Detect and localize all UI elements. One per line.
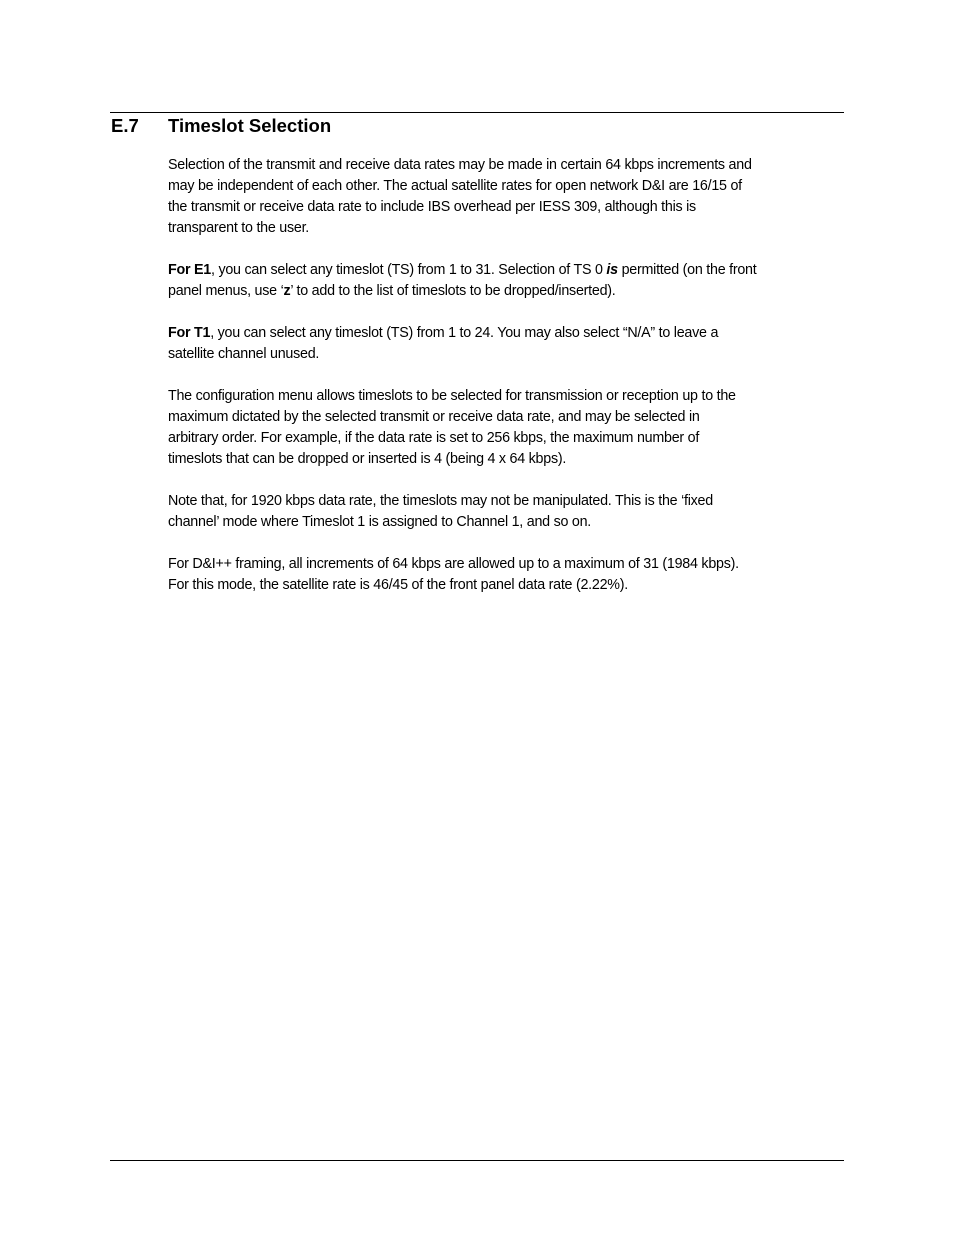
text-line: arbitrary order. For example, if the data rate is set to 256 kbps, the maximum number of bbox=[168, 430, 700, 446]
text-line bbox=[168, 281, 848, 302]
text: permitted (on the front bbox=[617, 262, 757, 278]
paragraph-di-plus-plus bbox=[168, 554, 848, 596]
header-rule bbox=[110, 112, 844, 113]
text-line bbox=[168, 323, 848, 344]
text-line: transparent to the user. bbox=[168, 220, 310, 236]
text-line bbox=[168, 260, 848, 281]
paragraph-fixed-channel bbox=[168, 491, 848, 533]
section-body bbox=[168, 155, 848, 617]
paragraph-configuration bbox=[168, 386, 848, 470]
section-number: E.7 bbox=[111, 115, 139, 136]
footer-rule bbox=[110, 1160, 844, 1161]
text-line: the transmit or receive data rate to include IBS overhead per IESS 309, although this is bbox=[168, 199, 696, 215]
t1-label: For T1 bbox=[168, 325, 211, 341]
text-line: channel’ mode where Timeslot 1 is assigned to Channel 1, and so on. bbox=[168, 514, 592, 530]
text-line: For this mode, the satellite rate is 46/45 of the front panel data rate (2.22%). bbox=[168, 577, 629, 593]
paragraph-data-rates bbox=[168, 155, 848, 239]
text: , you can select any timeslot (TS) from 1 to 24. You may also select “N/A” to leave a bbox=[210, 325, 719, 341]
key-z: z bbox=[283, 283, 291, 299]
section-heading bbox=[111, 115, 331, 137]
section-title: Timeslot Selection bbox=[168, 115, 332, 136]
text: , you can select any timeslot (TS) from 1 to 31. Selection of TS 0 bbox=[211, 262, 607, 278]
emphasis: is bbox=[606, 262, 618, 278]
paragraph-e1 bbox=[168, 260, 848, 302]
text-line: maximum dictated by the selected transmit or receive data rate, and may be selected in bbox=[168, 409, 700, 425]
text: ’ to add to the list of timeslots to be dropped/inserted). bbox=[290, 283, 616, 299]
text-line: satellite channel unused. bbox=[168, 346, 320, 362]
e1-label: For E1 bbox=[168, 262, 211, 278]
text: panel menus, use ‘ bbox=[168, 283, 284, 299]
text-line: may be independent of each other. The actual satellite rates for open network D&I are 16/15 of bbox=[168, 178, 742, 194]
text-line: timeslots that can be dropped or inserted is 4 (being 4 x 64 kbps). bbox=[168, 451, 567, 467]
text-line: The configuration menu allows timeslots to be selected for transmission or reception up to the bbox=[168, 388, 736, 404]
paragraph-t1 bbox=[168, 323, 848, 365]
text-line: For D&I++ framing, all increments of 64 kbps are allowed up to a maximum of 31 (1984 kbps). bbox=[168, 556, 739, 572]
text-line: Note that, for 1920 kbps data rate, the timeslots may not be manipulated. This is the ‘fixed bbox=[168, 493, 713, 509]
text-line: Selection of the transmit and receive data rates may be made in certain 64 kbps increments and bbox=[168, 157, 752, 173]
